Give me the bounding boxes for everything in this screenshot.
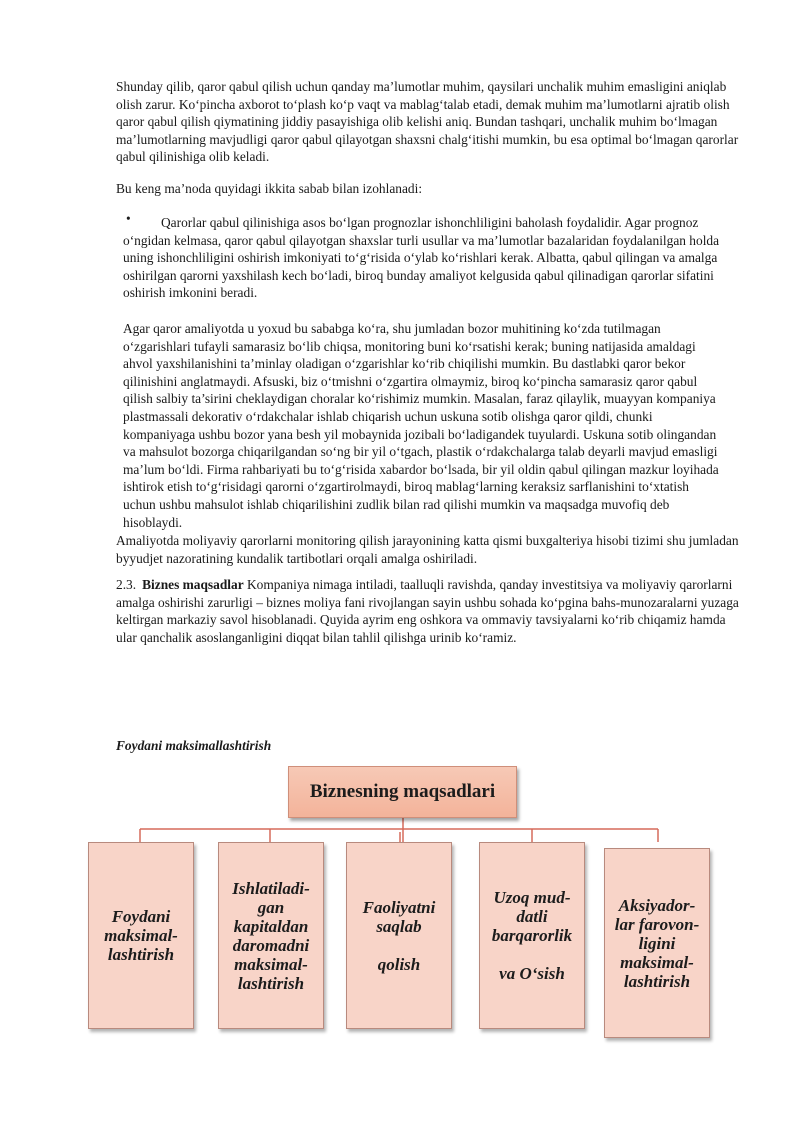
bullet-paragraph: Qarorlar qabul qilinishiga asos boʻlgan prognozlar ishonchliligini baholash foydalidir. Agar prognoz oʻngidan kelmasa, qaror qabul qilayotgan shaxslar turli usullar va ma’lumotlar bazalaridan foydalanilgan holda uning ishonchliligini oshirish imkoniyati toʻgʻrisida oʻylab koʻrishlari kerak. Albatta, qabul qilingan va amalga oshirilgan qarorni yaxshilash kech boʻladi, biroq bunday amaliyot kelgusida qabul qilinadigan qarorlar sifatini oshirish imkonini beradi. (123, 215, 720, 301)
bullet-marker: • (126, 211, 131, 226)
diagram-root-box: Biznesning maqsadlari (288, 766, 517, 818)
goal-box-growth: Uzoq mud- datli barqarorlik va Oʻsish (479, 842, 585, 1029)
paragraph-2: Bu keng ma’noda quyidagi ikkita sabab bilan izohlanadi: (116, 181, 423, 196)
section-heading: Biznes maqsadlar (142, 577, 244, 592)
goal-box-capital-return: Ishlatiladi- gan kapitaldan daromadni maksimal- lashtirish (218, 842, 324, 1029)
section-text: Kompaniya nimaga intiladi, taalluqli ravishda, qanday investitsiya va moliyaviy qarorlarni amalga oshirishi zarurligi – biznes moliya fani rivojlangan sayin ushbu sohada koʻpgina bahs-munozaralarni yuzaga keltirgan markaziy savol hisoblanadi. Quyida ayrim eng oshkora va ommaviy tavsiyalarni koʻrib chiqamiz hamda ular qanchalik asoslanganligini diqqat bilan tahlil qilishga urinib koʻramiz. (116, 577, 739, 645)
goal-box-profit: Foydani maksimal- lashtirish (88, 842, 194, 1029)
diagram-caption: Foydani maksimallashtirish (116, 738, 272, 753)
paragraph-5: Amaliyotda moliyaviy qarorlarni monitoring qilish jarayonining katta qismi buxgalteriya hisobi tizimi shu jumladan byyudjet nazoratining kundalik tartibotlari orqali amalga oshiriladi. (116, 533, 739, 566)
paragraph-1: Shunday qilib, qaror qabul qilish uchun qanday ma’lumotlar muhim, qaysilari unchalik muhim emasligini aniqlab olish zarur. Koʻpincha axborot toʻplash koʻp vaqt va mablagʻtalab etadi, demak muhim ma’lumotlarni ajratib olish qaror qabul qilish qiymatining jiddiy pasayishiga olib kelishi aniq. Bundan tashqari, unchalik muhim boʻlmagan ma’lumotlarning mavjudligi qaror qabul qilayotgan shaxsni chalgʻitishi mumkin, bu esa optimal boʻlmagan qarorlar qabul qilinishiga olib keladi. (116, 79, 739, 165)
section-number: 2.3. (116, 577, 137, 592)
goal-box-survival: Faoliyatni saqlab qolish (346, 842, 452, 1029)
goal-box-shareholders: Aksiyador- lar farovon- ligini maksimal- lashtirish (604, 848, 710, 1038)
paragraph-4: Agar qaror amaliyotda u yoxud bu sababga koʻra, shu jumladan bozor muhitining koʻzda tutilmagan oʻzgarishlari tufayli samarasiz boʻlib chiqsa, monitoring buni koʻrsatishi kerak; buning natijasida amaldagi ahvol yaxshilanishini ta’minlay oladigan oʻzgarishlar koʻrib chiqilishi mumkin. Bu dastlabki qaror bekor qilinishini anglatmaydi. Afsuski, biz oʻtmishni oʻzgartira olmaymiz, biroq koʻpincha samarasiz qaror qabul qilish salbiy ta’sirini cheklaydigan choralar koʻrishimiz mumkin. Masalan, faraz qilaylik, muayyan kompaniya plastmassali dekorativ oʻrdakchalar ishlab chiqarish uchun uskuna sotib olishga qaror qildi, chunki kompaniyaga ushbu bozor yana besh yil mobaynida jozibali boʻladigandek tuyulardi. Uskuna sotib olingandan va mahsulot bozorga chiqarilgandan soʻng bir yil oʻtgach, plastik oʻrdakchalarga talab deyarli mavjud emasligi ma’lum boʻldi. Firma rahbariyati bu toʻgʻrisida xabardor boʻlsada, bir yil oldin qabul qilingan mazkur loyihada ishtirok etish toʻgʻrisidagi qarorni oʻzgartirolmaydi, biroq mablagʻlarning keraksiz sarflanishini toʻxtatish uchun ushbu mahsulot ishlab chiqarilishini zudlik bilan rad qilishi mumkin va maqsadga muvofiq deb hisoblaydi. (123, 321, 719, 530)
